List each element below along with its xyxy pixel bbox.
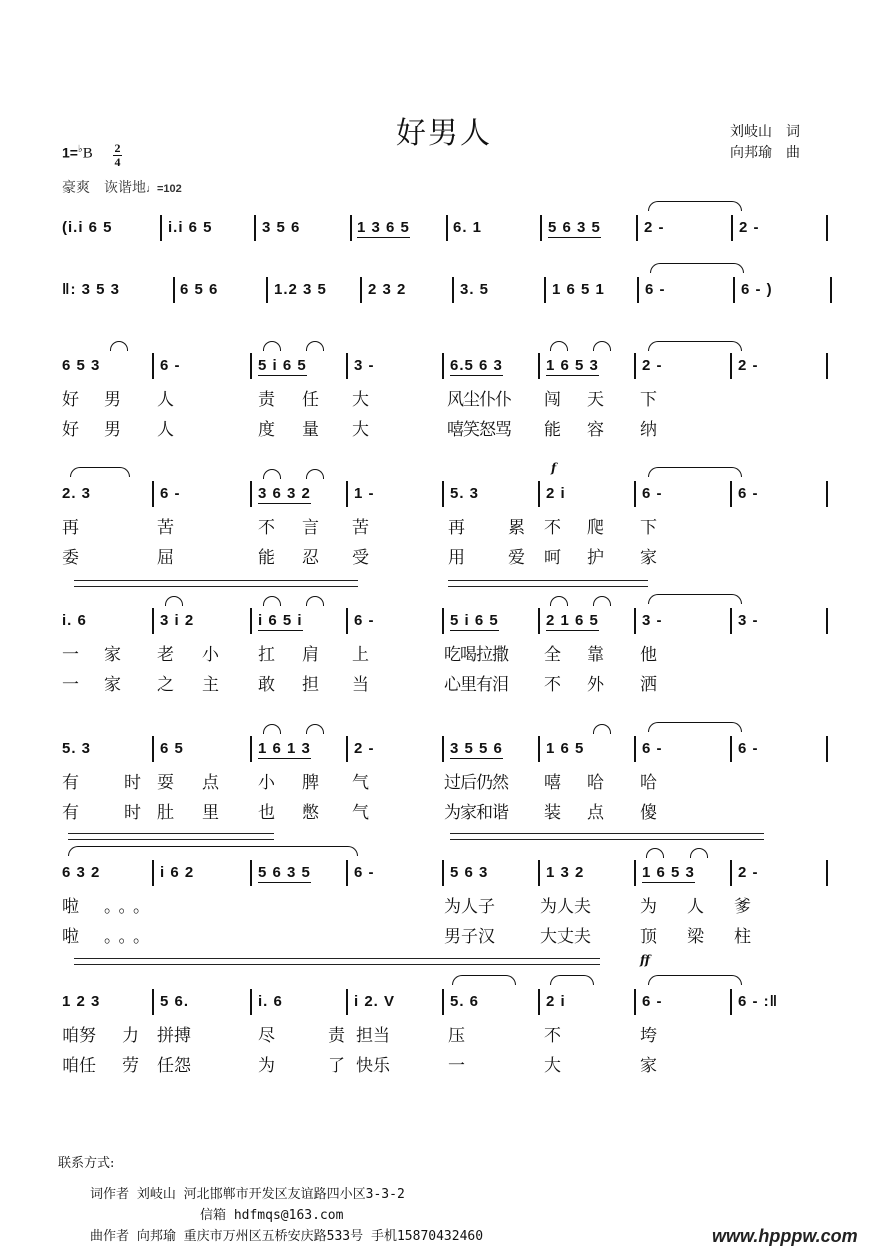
measure: 6 - <box>642 740 663 757</box>
measure: 5. 3 <box>62 740 92 757</box>
measure: 6 - :‖ <box>738 993 779 1010</box>
tie <box>650 263 744 273</box>
measure: 1 6 5 1 <box>552 281 605 298</box>
measure: 6 - <box>738 740 759 757</box>
measure: i.i 6 5 <box>168 219 213 236</box>
measure: 2. 3 <box>62 485 92 502</box>
measure: 6 5 <box>160 740 184 757</box>
song-title: 好男人 <box>396 116 492 151</box>
measure: i. 6 <box>258 993 283 1010</box>
measure: 2 - <box>739 219 760 236</box>
measure: 2 - <box>738 357 759 374</box>
measure: 2 - <box>738 864 759 881</box>
measure: 2 - <box>644 219 665 236</box>
measure: 1 6 1 3 <box>258 740 311 757</box>
measure: 1 6 5 3 <box>642 864 695 881</box>
measure: 1 2 3 <box>62 993 101 1010</box>
measure: 5 i 6 5 <box>258 357 307 374</box>
measure: i. 6 <box>62 612 87 629</box>
measure: 6 - <box>645 281 666 298</box>
measure: 3 - <box>354 357 375 374</box>
measure: 2 - <box>354 740 375 757</box>
measure: 6 - <box>738 485 759 502</box>
measure: i 6 2 <box>160 864 195 881</box>
measure: i 6 5 i <box>258 612 303 629</box>
flat-icon: ♭ <box>77 144 83 155</box>
measure: 3 - <box>642 612 663 629</box>
measure: 6.5 6 3 <box>450 357 503 374</box>
lyricist-contact: 词作者 刘岐山 河北邯郸市开发区友谊路四小区3-3-2 <box>90 1187 405 1202</box>
measure: 3 - <box>738 612 759 629</box>
measure: 6 - <box>354 864 375 881</box>
measure: 6 - <box>354 612 375 629</box>
composer-credit: 向邦瑜 曲 <box>730 145 800 161</box>
crescendo-hairpin <box>68 831 274 837</box>
measure: 1 3 2 <box>546 864 585 881</box>
lyricist-credit: 刘岐山 词 <box>730 124 800 140</box>
measure: 2 - <box>642 357 663 374</box>
measure: 2 i <box>546 485 566 502</box>
measure: 1 3 6 5 <box>357 219 410 236</box>
measure: 3. 5 <box>460 281 490 298</box>
measure: 6 3 2 <box>62 864 101 881</box>
contact-label: 联系方式: <box>58 1156 115 1171</box>
measure: 5 i 6 5 <box>450 612 499 629</box>
measure: 5 6 3 5 <box>548 219 601 236</box>
expression-marking: 豪爽 诙谐地♩=102 <box>62 180 182 196</box>
email: 信箱 hdfmqs@163.com <box>200 1208 344 1223</box>
dynamic-forte: f <box>551 461 557 475</box>
dynamic-fortissimo: ff <box>640 953 650 967</box>
measure: i 2. V <box>354 993 396 1010</box>
crescendo-hairpin <box>74 956 600 962</box>
measure: 6 - <box>642 485 663 502</box>
measure: 6 - <box>160 485 181 502</box>
measure: 1 6 5 <box>546 740 585 757</box>
crescendo-hairpin <box>448 578 648 584</box>
measure: 5. 6 <box>450 993 480 1010</box>
tie <box>648 201 742 211</box>
measure: 6 - <box>160 357 181 374</box>
measure: 3 6 3 2 <box>258 485 311 502</box>
measure: 2 i <box>546 993 566 1010</box>
time-signature: 2 4 <box>114 141 121 169</box>
contact-info <box>90 1184 483 1247</box>
measure: 1.2 3 5 <box>274 281 327 298</box>
measure: 6 - <box>642 993 663 1010</box>
decrescendo-hairpin <box>450 831 764 837</box>
website-watermark: www.hpppw.com <box>712 1226 858 1246</box>
measure: 1 - <box>354 485 375 502</box>
key-signature: 1=♭B <box>62 144 93 162</box>
measure: 5 6 3 <box>450 864 489 881</box>
measure: ‖: 3 5 3 <box>62 281 120 298</box>
measure: 6 5 6 <box>180 281 219 298</box>
credits <box>730 122 800 164</box>
measure: 2 3 2 <box>368 281 407 298</box>
measure: 3 i 2 <box>160 612 195 629</box>
measure: 5. 3 <box>450 485 480 502</box>
composer-contact: 曲作者 向邦瑜 重庆市万州区五桥安庆路533号 手机15870432460 <box>90 1229 484 1244</box>
measure: 3 5 5 6 <box>450 740 503 757</box>
measure: 6 5 3 <box>62 357 101 374</box>
measure: 3 5 6 <box>262 219 301 236</box>
measure: 6 - ) <box>741 281 773 298</box>
measure: 6. 1 <box>453 219 483 236</box>
measure: 5 6 3 5 <box>258 864 311 881</box>
measure: 5 6. <box>160 993 190 1010</box>
tempo-marking: ♩=102 <box>146 183 182 195</box>
measure: 2 1 6 5 <box>546 612 599 629</box>
measure: (i.i 6 5 <box>62 219 113 236</box>
crescendo-hairpin <box>74 578 358 584</box>
measure: 1 6 5 3 <box>546 357 599 374</box>
